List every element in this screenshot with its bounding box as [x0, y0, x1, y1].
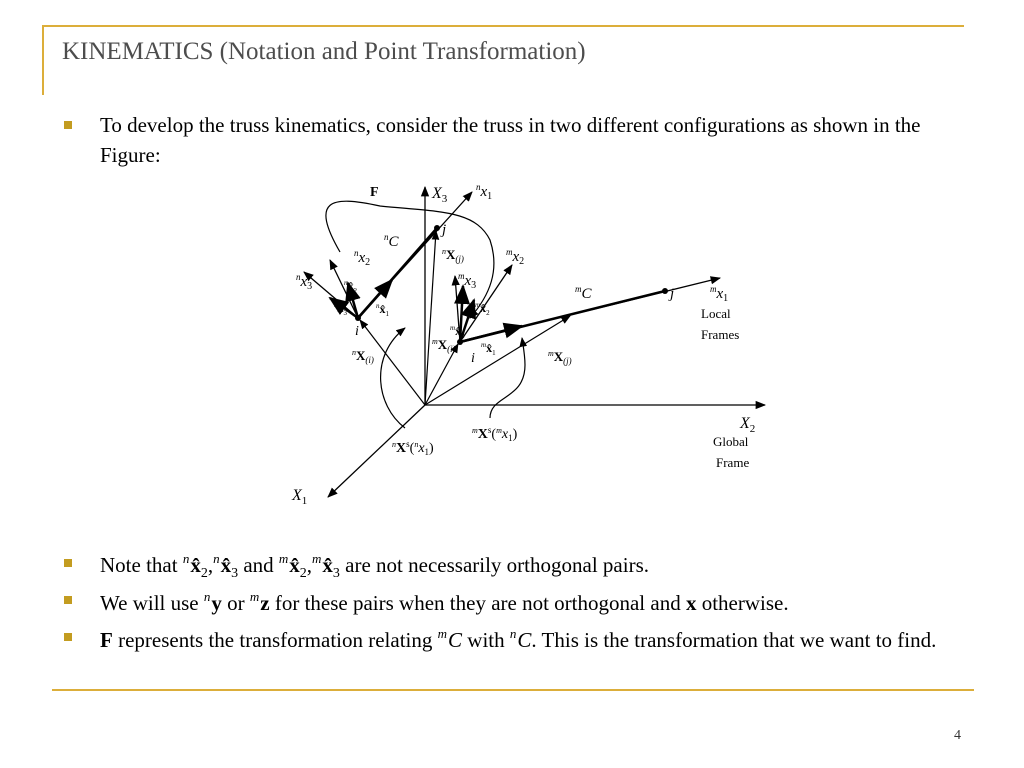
label-n-C: $^n$C — [384, 232, 399, 250]
slide-title: KINEMATICS (Notation and Point Transformation) — [62, 38, 586, 65]
n-X-j-vector — [425, 231, 436, 405]
label-node-m-j: j — [670, 286, 675, 302]
label-global-X1: $X_1$ — [292, 487, 308, 507]
label-n-x3: $^nx_3$ — [296, 272, 313, 292]
label-node-m-i: i — [471, 351, 475, 366]
label-m-x2: $^mx_2$ — [506, 247, 525, 267]
label-n-X-j: $^nX_{(j)}$ — [442, 247, 464, 264]
label-local-frames-2: Frames — [701, 327, 740, 342]
label-n-X-i: $^nX_{(i)}$ — [352, 348, 374, 365]
bullet-marker — [64, 596, 72, 604]
bullet-marker — [64, 559, 72, 567]
bullet-text-intro: To develop the truss kinematics, consider the truss in two different configurations as shown in the Figure: — [100, 113, 921, 167]
label-n-Xs: $^nX^s(^nx_1)$ — [392, 439, 434, 457]
label-n-x2: $^nx_2$ — [354, 248, 371, 268]
bullet-text-orthogonality: Note that $^nx̂_2,^nx̂_3$ and $^mx̂_2,^mx̂_3$ are not necessarily orthogonal pairs. — [100, 551, 649, 582]
n-Xs-pointer-curve — [381, 328, 405, 428]
bullet-text-transformation: F represents the transformation relating $^m$C with $^n$C. This is the transformation that we want to find. — [100, 626, 937, 652]
label-m-hat-x1: $^mx̂_1$ — [481, 341, 496, 357]
label-node-n-j: j — [442, 222, 447, 238]
node-n-j — [434, 225, 440, 231]
label-m-x1: $^mx_1$ — [710, 284, 729, 304]
label-m-Xs: $^mX^s(^mx_1)$ — [472, 425, 518, 443]
label-m-hat-x2: $^mx̂_2$ — [475, 301, 490, 317]
label-local-frames-1: Local — [701, 306, 731, 321]
node-m-j — [662, 288, 668, 294]
label-global-frame-2: Frame — [716, 455, 750, 470]
label-n-hat-x3: $^nx̂_3$ — [334, 301, 347, 317]
label-global-X3: $X_3$ — [432, 185, 448, 205]
label-global-frame-1: Global — [713, 434, 749, 449]
label-F: F — [370, 185, 379, 200]
label-n-x1: $^nx_1$ — [476, 182, 493, 202]
m-X-j-vector — [425, 316, 570, 405]
label-m-x3: $^mx_3$ — [458, 271, 477, 291]
label-m-X-i: $^mX_{(i)}$ — [432, 337, 456, 354]
label-node-n-i: i — [355, 324, 359, 339]
label-m-C: $^m$C — [575, 284, 592, 302]
node-n-i — [355, 315, 361, 321]
page-number: 4 — [954, 728, 961, 743]
label-n-hat-x1: $^nx̂_1$ — [376, 302, 389, 318]
label-m-hat-x3: $^mx̂_3$ — [450, 324, 465, 340]
label-m-X-j: $^mX_{(j)}$ — [548, 349, 572, 366]
bullet-marker — [64, 633, 72, 641]
bullet-text-notation: We will use $^n$y or $^m$z for these pairs when they are not orthogonal and x otherwise. — [100, 589, 789, 615]
label-global-X2: $X_2$ — [740, 415, 756, 435]
label-n-hat-x2: $^nx̂_2$ — [344, 279, 357, 295]
